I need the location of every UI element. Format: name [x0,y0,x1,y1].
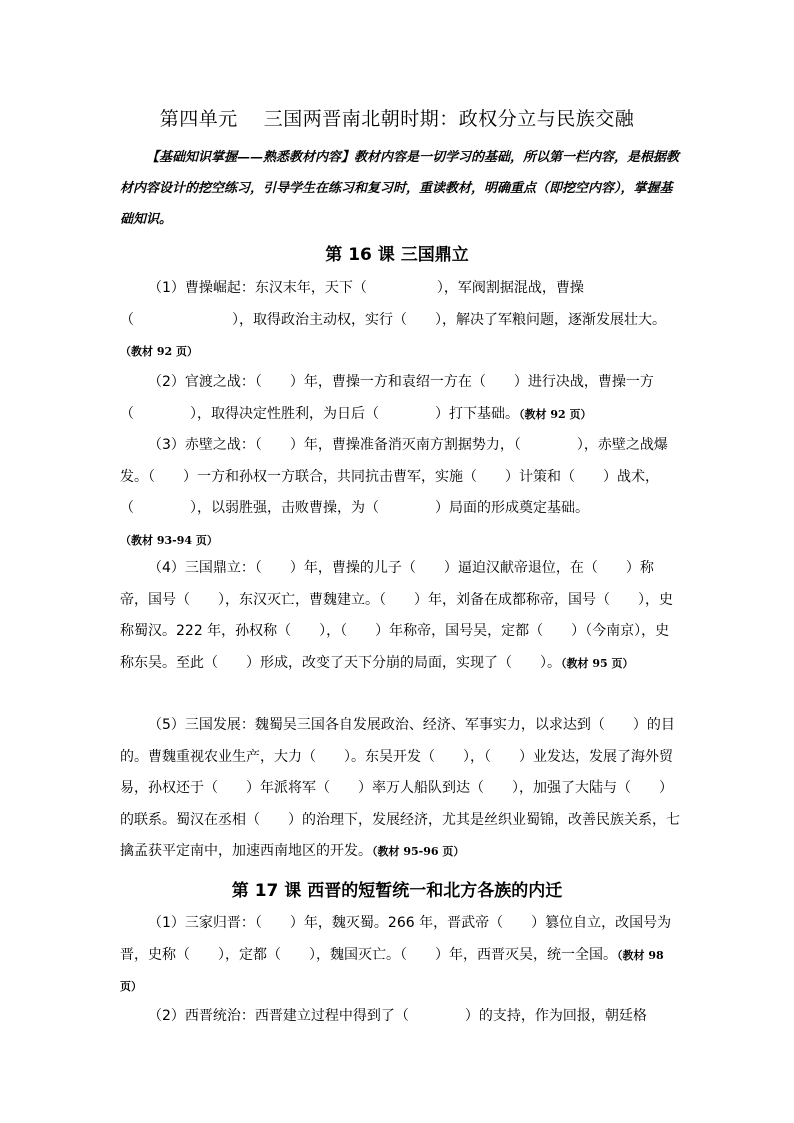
lesson-16-title: 第 16 课 三国鼎立 [325,245,469,265]
item-text: （5）三国发展：魏蜀吴三国各自发展政治、经济、军事实力，以求达到（ ）的目的。曹魏重视农业生产，大力（ ）。东吴开发（ ），（ ）业发达，发展了海外贸易，孙权还于（ ）年派将军（ ）率万人船队到达（ ），加强了大陆与（ ）的联系。蜀汉在丞相（ ）的治理下，发展经济，尤其是丝织业蜀锦，改善民族关系，七擒孟获平定南中，加速西南地区的开发。 [120,717,680,859]
lesson-16-item-1 [120,273,680,368]
item-text: （1）曹操崛起：东汉末年，天下（ ），军阀割据混战，曹操（ ），取得政治主动权，实行（ ），解决了军粮问题，逐渐发展壮大。 [120,280,666,328]
textbook-page-note: （教材 93-94 页） [120,533,218,547]
item-text: （2）官渡之战：（ ）年，曹操一方和袁绍一方在（ ）进行决战，曹操一方（ ），取得决定性胜利，为日后（ ）打下基础。 [120,374,654,422]
intro-paragraph [120,142,680,235]
item-text: （2）西晋统治：西晋建立过程中得到了（ ）的支持，作为回报，朝廷格 [148,1008,647,1024]
textbook-page-note: （教材 92 页） [120,345,198,358]
lesson-16-item-3 [120,430,680,556]
item-text: （1）三家归晋：（ ）年，魏灭蜀。266 年，晋武帝（ ）篡位自立，改国号为晋，史称（ ），定都（ ），魏国灭亡。（ ）年，西晋灭吴，统一全国。 [120,915,672,963]
unit-title: 第四单元 三国两晋南北朝时期：政权分立与民族交融 [159,108,635,130]
textbook-page-note: （教材 92 页） [519,407,592,421]
intro-text: 【基础知识掌握——熟悉教材内容】教材内容是一切学习的基础，所以第一栏内容，是根据教材内容设计的挖空练习，引导学生在练习和复习时，重读教材，明确重点（即挖空内容），掌握基础知识。 [120,150,680,227]
textbook-page-note: （教材 95-96 页） [372,845,465,858]
textbook-page-note: （教材 98 页） [120,948,664,993]
item-text: （3）赤壁之战：（ ）年，曹操准备消灭南方割据势力，（ ），赤壁之战爆发。（ ）一方和孙权一方联合，共同抗击曹军，实施（ ）计策和（ ）战术，（ ），以弱胜强，击败曹操，为（ ）局面的形成奠定基础。 [120,437,668,516]
lesson-17-item-2 [120,1001,680,1033]
lesson-16-item-4 [120,553,680,679]
lesson-16-item-5 [120,710,680,868]
lesson-17-title: 第 17 课 西晋的短暂统一和北方各族的内迁 [231,881,563,901]
textbook-page-note: （教材 95 页） [561,656,634,670]
lesson-16-item-2 [120,367,680,430]
item-text: （4）三国鼎立：（ ）年，曹操的儿子（ ）逼迫汉献帝退位，在（ ）称帝，国号（ ），东汉灭亡，曹魏建立。（ ）年，刘备在成都称帝，国号（ ），史称蜀汉。222 年，孙权称（ ），（ ）年称帝，国号吴，定都（ ）（今南京），史称东吴。至此（ ）形成，改变了天下分崩的局面，实现了（ ）。 [120,560,673,671]
lesson-17-item-1 [120,908,680,1003]
